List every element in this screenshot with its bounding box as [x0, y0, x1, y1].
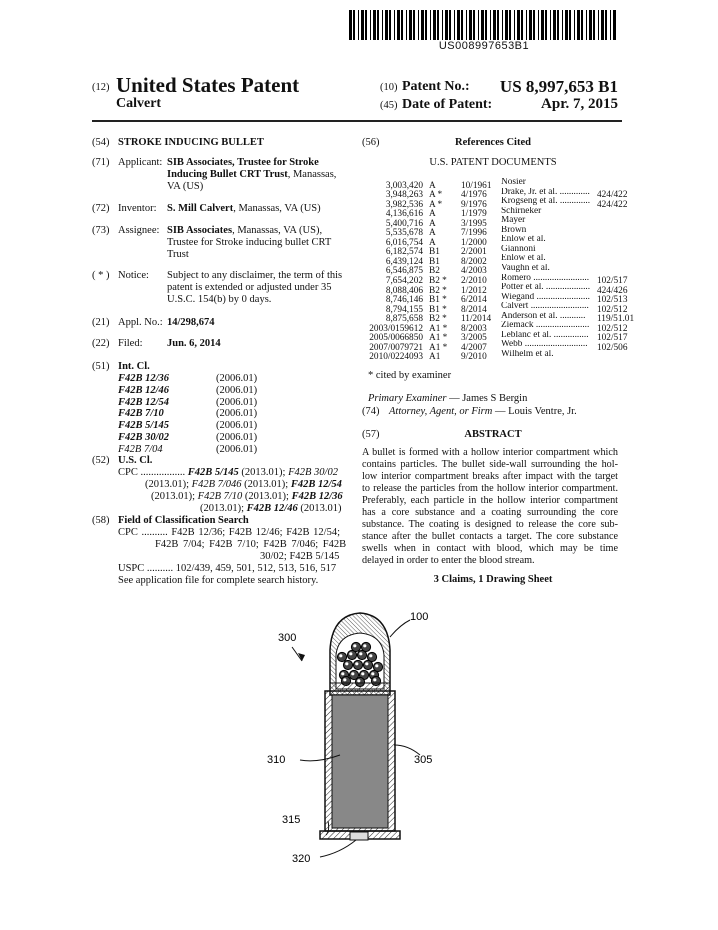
- ref-number: 8,746,146: [385, 295, 423, 306]
- compartment-floor: [330, 683, 390, 691]
- particle-core: [365, 662, 368, 665]
- barcode-bar: [449, 10, 451, 40]
- intcl-class: F42B 12/36: [118, 373, 170, 384]
- ref-inventor: Wiegand .......................: [501, 292, 590, 302]
- ref-kind: B1: [429, 247, 440, 258]
- notice-line3: U.S.C. 154(b) by 0 days.: [167, 294, 272, 305]
- barcode-bar: [385, 10, 388, 40]
- refs-code: (56): [362, 137, 380, 148]
- ref-kind: B2 *: [429, 285, 447, 296]
- intcl-version: (2006.01): [216, 384, 258, 396]
- barcode-bar: [569, 10, 571, 40]
- ref-inventor: Calvert .........................: [501, 302, 589, 312]
- barcode-bar: [349, 10, 352, 40]
- intcl-class: F42B 12/54: [118, 396, 170, 408]
- barcode: [349, 10, 619, 40]
- barcode-bar: [553, 10, 556, 40]
- leader-100: [390, 620, 410, 637]
- ref-inventor: Brown: [501, 225, 527, 235]
- particle: [351, 642, 360, 651]
- intcl-row: [118, 444, 257, 456]
- ref-kind: A: [429, 218, 436, 229]
- intcl-row: [118, 420, 257, 432]
- barcode-bar: [457, 10, 460, 40]
- particle: [337, 652, 346, 661]
- abstract-line: to release the particles from the hollow interior compartment.: [362, 483, 618, 494]
- barcode-bar: [586, 10, 587, 40]
- ref-class: 102/506: [597, 342, 628, 353]
- ref-number: 2003/0159612: [369, 323, 423, 334]
- ref-kind: B2 *: [429, 314, 447, 325]
- label-100: 100: [410, 611, 429, 623]
- ref-date: 1/2012: [461, 285, 487, 296]
- ref-number: 8,794,155: [385, 304, 423, 315]
- barcode-bar: [557, 10, 559, 40]
- abstract-line: substance. The coating is designed to release the core sub-: [362, 519, 618, 530]
- barcode-bar: [361, 10, 364, 40]
- barcode-bar: [493, 10, 496, 40]
- particle-core: [373, 678, 376, 681]
- barcode-bar: [358, 10, 359, 40]
- abstract-line: A bullet is formed with a hollow interior compartment which: [362, 447, 618, 458]
- ref-inventor: Schirneker: [501, 206, 542, 216]
- claims-summary: 3 Claims, 1 Drawing Sheet: [433, 574, 553, 585]
- barcode-bar: [562, 10, 563, 40]
- field-line2: F42B 7/04; F42B 7/10; F42B 7/046; F42B: [155, 539, 347, 550]
- barcode-bar: [517, 10, 520, 40]
- abstract-line: Preferably, each particle in the hollow interior compartment: [362, 495, 618, 506]
- uscl-line3: (2013.01); F42B 7/10 (2013.01); F42B 12/36: [151, 491, 343, 502]
- ref-kind: A1 *: [429, 323, 448, 334]
- intcl-class: F42B 12/46: [118, 384, 170, 396]
- field-label: Field of Classification Search: [118, 515, 249, 526]
- barcode-bar: [593, 10, 595, 40]
- uscl-line4: (2013.01); F42B 12/46 (2013.01): [200, 503, 342, 514]
- barcode-bar: [454, 10, 455, 40]
- label-300: 300: [278, 632, 297, 644]
- ref-date: 8/2002: [461, 256, 487, 267]
- barcode-bar: [514, 10, 515, 40]
- ref-number: 3,003,420: [385, 180, 423, 191]
- title-code: (54): [92, 137, 110, 148]
- barcode-bar: [505, 10, 508, 40]
- intcl-row: [118, 373, 257, 385]
- particle-core: [369, 654, 372, 657]
- primary-value: — James S Bergin: [446, 393, 528, 404]
- barcode-bar: [613, 10, 616, 40]
- intcl-row: [118, 397, 257, 409]
- ref-inventor: Enlow et al.: [501, 254, 546, 264]
- field-line4: USPC .......... 102/439, 459, 501, 512, 513, 516, 517: [118, 563, 337, 574]
- ref-date: 1/1979: [461, 209, 487, 220]
- barcode-bar: [469, 10, 472, 40]
- kind-code: (12): [92, 82, 110, 93]
- propellant-chamber: [332, 695, 388, 828]
- abstract-code: (57): [362, 429, 380, 440]
- ref-class: 424/422: [597, 190, 628, 201]
- intcl-version: (2006.01): [216, 420, 258, 432]
- barcode-bar: [485, 10, 487, 40]
- ref-inventor: Drake, Jr. et al. .............: [501, 187, 590, 197]
- doc-type: United States Patent: [116, 73, 300, 97]
- ref-date: 8/2014: [461, 304, 487, 315]
- assignee-code: (73): [92, 225, 110, 236]
- particle-core: [341, 672, 344, 675]
- ref-date: 7/1996: [461, 228, 487, 239]
- particle-core: [345, 662, 348, 665]
- ref-class: 102/512: [597, 304, 628, 315]
- intcl-row: [118, 385, 257, 397]
- applicant-line2-bold: Inducing Bullet CRT Trust: [167, 169, 288, 180]
- patent-title: STROKE INDUCING BULLET: [118, 137, 264, 148]
- field-line5: See application file for complete search history.: [118, 575, 319, 586]
- ref-inventor: Webb ...........................: [501, 340, 588, 350]
- ref-date: 6/2014: [461, 295, 487, 306]
- appl-code: (21): [92, 317, 110, 328]
- ref-inventor: Romero ........................: [501, 273, 590, 283]
- ref-number: 8,875,658: [385, 314, 423, 325]
- particle: [343, 660, 352, 669]
- applicant-code: (71): [92, 157, 110, 168]
- barcode-bar: [389, 10, 391, 40]
- ref-number: 3,948,263: [385, 190, 423, 201]
- barcode-bar: [550, 10, 551, 40]
- barcode-bar: [478, 10, 479, 40]
- primary-label: Primary Examiner: [368, 393, 447, 404]
- field-code: (58): [92, 515, 110, 526]
- ref-kind: A *: [429, 190, 443, 201]
- ref-number: 5,535,678: [385, 228, 423, 239]
- barcode-bar: [605, 10, 607, 40]
- filed-code: (22): [92, 338, 110, 349]
- intcl-code: (51): [92, 361, 110, 372]
- notice-label: Notice:: [118, 270, 149, 281]
- abstract-line: contains particles. The bullet side-wall surrounding the hol-: [362, 459, 618, 470]
- intcl-version: (2006.01): [216, 373, 258, 384]
- applicant-label: Applicant:: [118, 157, 163, 168]
- leader-320: [320, 840, 356, 857]
- particle-core: [343, 678, 346, 681]
- inventor-value: [167, 203, 321, 215]
- date-code: (45): [380, 100, 398, 111]
- uscl-label: U.S. Cl.: [118, 455, 153, 466]
- notice-code: ( * ): [92, 270, 110, 281]
- barcode-bar: [598, 10, 599, 40]
- barcode-bar: [430, 10, 431, 40]
- barcode-bar: [574, 10, 575, 40]
- ref-date: 4/2007: [461, 342, 487, 353]
- barcode-bar: [538, 10, 539, 40]
- assignee-location: , Manassas, VA (US),: [232, 225, 323, 236]
- intcl-label: Int. Cl.: [118, 361, 150, 372]
- ref-number: 2010/0224093: [369, 352, 423, 363]
- assignee-label: Assignee:: [118, 225, 160, 236]
- barcode-bar: [373, 10, 376, 40]
- reference-row: [362, 350, 624, 363]
- ref-kind: A: [429, 180, 436, 191]
- inventor-code: (72): [92, 203, 110, 214]
- barcode-bar: [394, 10, 395, 40]
- barcode-bar: [589, 10, 592, 40]
- ref-kind: B1 *: [429, 304, 447, 315]
- applicant-line2: [167, 169, 336, 181]
- barcode-bar: [437, 10, 439, 40]
- appl-value: 14/298,674: [167, 317, 215, 328]
- ref-kind: B2: [429, 266, 440, 277]
- attorney-label: Attorney, Agent, or Firm: [389, 406, 493, 417]
- ref-class: 119/51.01: [597, 314, 635, 325]
- intcl-version: (2006.01): [216, 443, 258, 455]
- ref-number: 6,439,124: [385, 256, 423, 267]
- barcode-bar: [377, 10, 379, 40]
- barcode-bar: [473, 10, 475, 40]
- notice-line2: patent is extended or adjusted under 35: [167, 282, 332, 293]
- ref-kind: A *: [429, 199, 443, 210]
- refs-title: References Cited: [455, 137, 531, 148]
- ref-kind: A1 *: [429, 342, 448, 353]
- label-315: 315: [282, 814, 301, 826]
- barcode-number: US008997653B1: [438, 40, 530, 52]
- barcode-bar: [526, 10, 527, 40]
- particle-core: [349, 652, 352, 655]
- intcl-version: (2006.01): [216, 432, 258, 443]
- inventor-label: Inventor:: [118, 203, 157, 214]
- ref-class: 424/422: [597, 199, 628, 210]
- attorney-value: — Louis Ventre, Jr.: [492, 406, 577, 417]
- field-line3: 30/02; F42B 5/145: [260, 551, 340, 562]
- ref-kind: B1: [429, 256, 440, 267]
- ref-date: 4/2003: [461, 266, 487, 277]
- barcode-bar: [413, 10, 415, 40]
- barcode-bar: [425, 10, 427, 40]
- refs-subtitle: U.S. PATENT DOCUMENTS: [429, 157, 557, 168]
- ref-kind: A1: [429, 352, 441, 363]
- bullet-figure: [260, 595, 460, 925]
- filed-label: Filed:: [118, 338, 143, 349]
- uscl-line2: (2013.01); F42B 7/046 (2013.01); F42B 12/54: [145, 479, 342, 490]
- barcode-bar: [502, 10, 503, 40]
- assignee-name: SIB Associates: [167, 225, 233, 236]
- uscl-line1: CPC ................. F42B 5/145 (2013.01); F42B 30/02: [118, 467, 338, 478]
- barcode-bar: [490, 10, 491, 40]
- ref-date: 4/1976: [461, 190, 487, 201]
- ref-kind: B2 *: [429, 276, 447, 287]
- barcode-bar: [401, 10, 403, 40]
- assignee-line1: [167, 225, 322, 237]
- ref-inventor: Ziemack .......................: [501, 321, 590, 331]
- ref-number: 3,982,536: [385, 199, 423, 210]
- abstract-line: stance after the bullet contacts a target. The core substance: [362, 531, 618, 542]
- particle: [373, 662, 382, 671]
- assignee-line2: Trustee for Stroke inducing bullet CRT: [167, 237, 332, 248]
- barcode-bar: [481, 10, 484, 40]
- patent-no-label: Patent No.:: [402, 79, 470, 94]
- ref-inventor: Vaughn et al.: [501, 263, 550, 273]
- label-320: 320: [292, 853, 311, 865]
- primer: [350, 832, 368, 840]
- barcode-bar: [421, 10, 424, 40]
- header-rule: [92, 120, 622, 122]
- barcode-bar: [601, 10, 604, 40]
- barcode-bar: [445, 10, 448, 40]
- intcl-class: F42B 7/10: [118, 408, 164, 420]
- particle-core: [361, 672, 364, 675]
- particle-core: [371, 672, 374, 675]
- filed-value: Jun. 6, 2014: [167, 338, 221, 349]
- particle-core: [363, 644, 366, 647]
- ref-date: 3/1995: [461, 218, 487, 229]
- particle-core: [357, 679, 360, 682]
- notice-line1: Subject to any disclaimer, the term of this: [167, 270, 343, 281]
- uscl-code: (52): [92, 455, 110, 466]
- attorney-code: (74): [362, 406, 380, 417]
- ref-inventor: Mayer: [501, 216, 526, 226]
- barcode-bar: [565, 10, 568, 40]
- barcode-bar: [382, 10, 383, 40]
- ref-inventor: Giannoni: [501, 244, 536, 254]
- barcode-bar: [466, 10, 467, 40]
- barcode-bar: [545, 10, 547, 40]
- ref-class: 102/517: [597, 276, 628, 287]
- barcode-bar: [433, 10, 436, 40]
- barcode-bar: [581, 10, 583, 40]
- barcode-bar: [610, 10, 611, 40]
- barcode-bar: [353, 10, 355, 40]
- appl-label: Appl. No.:: [118, 317, 163, 328]
- intcl-version: (2006.01): [216, 396, 258, 408]
- ref-number: 6,182,574: [385, 247, 423, 258]
- barcode-bar: [461, 10, 463, 40]
- particle: [353, 660, 362, 669]
- ref-class: 102/517: [597, 333, 628, 344]
- label-310: 310: [267, 754, 286, 766]
- patent-no-code: (10): [380, 82, 398, 93]
- particle-core: [351, 672, 354, 675]
- barcode-graphic: [349, 10, 619, 40]
- barcode-bar: [409, 10, 412, 40]
- abstract-line: has a core substance and a coating surrounding the core: [362, 507, 618, 518]
- ref-number: 2005/0066850: [369, 333, 423, 344]
- ref-number: 8,088,406: [385, 285, 423, 296]
- date-value: Apr. 7, 2015: [541, 96, 618, 112]
- ref-inventor: Leblanc et al. ...............: [501, 330, 589, 340]
- ref-date: 2/2010: [461, 276, 487, 287]
- ref-date: 3/2005: [461, 333, 487, 344]
- ref-inventor: Potter et al. ...................: [501, 283, 591, 293]
- abstract-line: swells when in contact with blood, which may be time: [362, 543, 618, 554]
- barcode-bar: [533, 10, 535, 40]
- ref-kind: B1 *: [429, 295, 447, 306]
- ref-kind: A: [429, 209, 436, 220]
- particle-core: [353, 644, 356, 647]
- ref-date: 2/2001: [461, 247, 487, 258]
- ref-class: 424/426: [597, 285, 628, 296]
- ref-number: 5,400,716: [385, 218, 423, 229]
- barcode-bar: [397, 10, 400, 40]
- abstract-line: delayed in order to enter the blood stream.: [362, 555, 535, 566]
- barcode-bar: [442, 10, 443, 40]
- ref-inventor: Nosier: [501, 178, 526, 187]
- cited-by: * cited by examiner: [368, 370, 452, 381]
- barcode-bar: [541, 10, 544, 40]
- ref-date: 10/1961: [461, 180, 492, 191]
- inventor-short: Calvert: [116, 96, 162, 111]
- intcl-row: [118, 408, 257, 420]
- barcode-bar: [406, 10, 407, 40]
- ref-number: 6,546,875: [385, 266, 423, 277]
- barcode-bar: [577, 10, 580, 40]
- assignee-line3: Trust: [167, 249, 189, 260]
- barcode-bar: [418, 10, 419, 40]
- ref-kind: A: [429, 228, 436, 239]
- bullet-drawing: [260, 595, 460, 925]
- ref-number: 6,016,754: [385, 237, 423, 248]
- inventor-name: S. Mill Calvert: [167, 203, 234, 214]
- ref-inventor: Wilhelm et al.: [501, 349, 554, 359]
- intcl-class: F42B 30/02: [118, 432, 170, 443]
- ref-date: 1/2000: [461, 237, 487, 248]
- applicant-line2-rest: , Manassas,: [287, 169, 337, 180]
- label-305: 305: [414, 754, 433, 766]
- barcode-bar: [529, 10, 532, 40]
- primary-examiner: [368, 393, 527, 405]
- ref-number: 7,654,202: [385, 276, 423, 287]
- ref-date: 9/2010: [461, 352, 487, 363]
- ref-kind: A1 *: [429, 333, 448, 344]
- abstract-line: low interior compartment breaks after impact with the target: [362, 471, 618, 482]
- ref-date: 11/2014: [461, 314, 492, 325]
- ref-inventor: Krogseng et al. .............: [501, 197, 591, 207]
- date-label: Date of Patent:: [402, 97, 493, 112]
- ref-class: 102/512: [597, 323, 628, 334]
- particle-core: [339, 654, 342, 657]
- barcode-bar: [370, 10, 371, 40]
- inventor-location: , Manassas, VA (US): [233, 203, 321, 214]
- barcode-bar: [497, 10, 499, 40]
- ref-number: 4,136,616: [385, 209, 423, 220]
- barcode-bar: [365, 10, 367, 40]
- ref-number: 2007/0079721: [369, 342, 423, 353]
- barcode-bar: [509, 10, 511, 40]
- abstract-title: ABSTRACT: [464, 429, 522, 440]
- ref-inventor: Anderson et al. ...........: [501, 311, 586, 321]
- intcl-version: (2006.01): [216, 408, 258, 420]
- ref-inventor: Enlow et al.: [501, 235, 546, 245]
- intcl-row: [118, 432, 257, 444]
- ref-date: 9/1976: [461, 199, 487, 210]
- attorney: [389, 406, 577, 418]
- patent-no-value: US 8,997,653 B1: [499, 77, 618, 96]
- particle: [367, 652, 376, 661]
- applicant-line1: SIB Associates, Trustee for Stroke: [167, 157, 319, 168]
- applicant-line3: VA (US): [167, 181, 204, 192]
- barcode-bar: [521, 10, 523, 40]
- particle-core: [359, 652, 362, 655]
- field-line1: CPC .......... F42B 12/36; F42B 12/46; F42B 12/54;: [118, 527, 341, 538]
- ref-kind: A: [429, 237, 436, 248]
- particle-core: [355, 662, 358, 665]
- particle: [361, 642, 370, 651]
- ref-class: 102/513: [597, 295, 628, 306]
- intcl-class: F42B 5/145: [118, 420, 170, 432]
- particle-core: [375, 664, 378, 667]
- intcl-class: F42B 7/04: [118, 443, 163, 455]
- ref-date: 8/2003: [461, 323, 487, 334]
